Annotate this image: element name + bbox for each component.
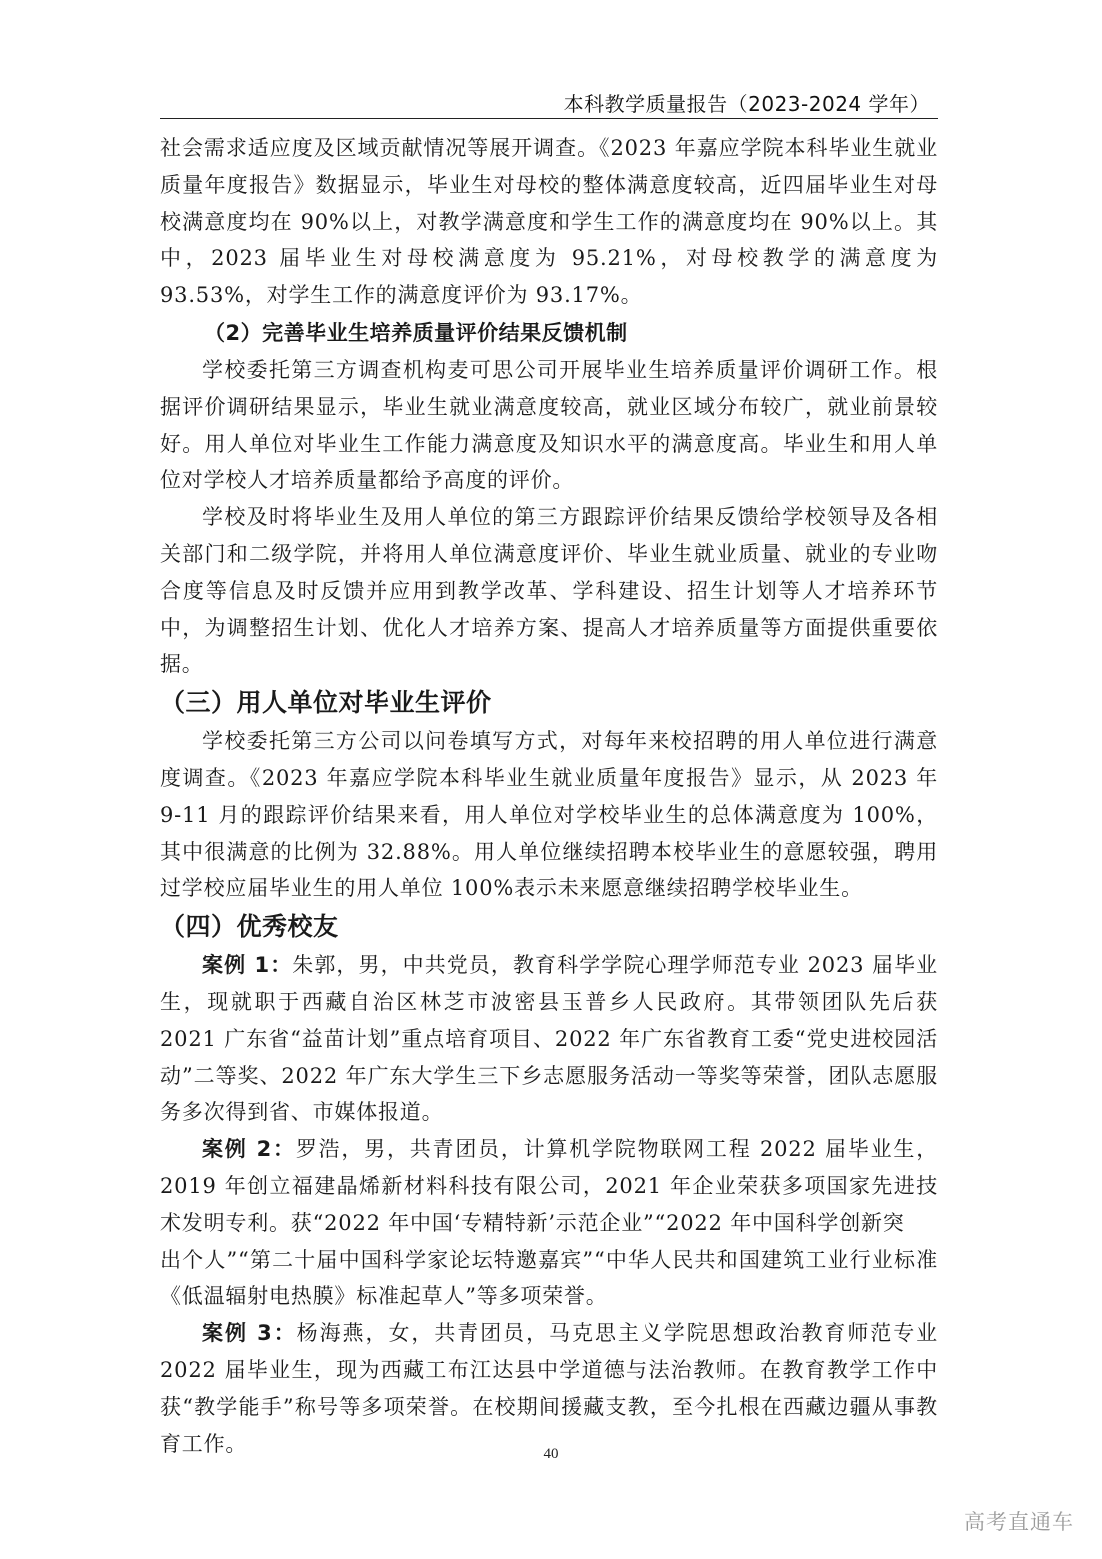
case-3-label: 案例 3： — [202, 1321, 297, 1346]
case-3-text: 杨海燕，女，共青团员，马克思主义学院思想政治教育师范专业 2022 届毕业生，现为西藏工布江达县中学道德与法治教师。在教育教学工作中获“教学能手”称号等多项荣誉。在校期间援藏支教，至今扎根在西藏边疆从事教育工作。 — [160, 1321, 938, 1456]
survey-continuation-paragraph: 社会需求适应度及区域贡献情况等展开调查。《2023 年嘉应学院本科毕业生就业质量年度报告》数据显示，毕业生对母校的整体满意度较高，近四届毕业生对母校满意度均在 90%以上，对教学满意度和学生工作的满意度均在 90%以上。其中，2023 届毕业生对母校满意度为 95.21%，对母校教学的满意度为 93.53%，对学生工作的满意度评价为 93.17%。 — [160, 136, 938, 308]
report-body — [160, 130, 938, 1462]
employer-satisfaction-paragraph: 学校委托第三方公司以问卷填写方式，对每年来校招聘的用人单位进行满意度调查。《2023 年嘉应学院本科毕业生就业质量年度报告》显示，从 2023 年 9-11 月的跟踪评价结果来看，用人单位对学校毕业生的总体满意度为 100%，其中很满意的比例为 32.88%。用人单位继续招聘本校毕业生的意愿较强，聘用过学校应届毕业生的用人单位 100%表示未来愿意继续招聘学校毕业生。 — [160, 729, 938, 901]
employer-evaluation-heading: （三）用人单位对毕业生评价 — [160, 688, 492, 718]
report-title: 本科教学质量报告（2023-2024 学年） — [563, 92, 930, 116]
third-party-survey-paragraph: 学校委托第三方调查机构麦可思公司开展毕业生培养质量评价调研工作。根据评价调研结果显示，毕业生就业满意度较高，就业区域分布较广，就业前景较好。用人单位对毕业生工作能力满意度及知识水平的满意度高。毕业生和用人单位对学校人才培养质量都给予高度的评价。 — [160, 357, 938, 493]
watermark-text: 高考直通车 — [964, 1510, 1074, 1534]
case-2-label: 案例 2： — [202, 1137, 296, 1162]
page-number: 40 — [543, 1446, 559, 1462]
outstanding-alumni-heading: （四）优秀校友 — [160, 912, 339, 942]
alumni-case-2 — [160, 1131, 938, 1241]
page-header — [160, 82, 938, 119]
case-1-text: 朱郭，男，中共党员，教育科学学院心理学师范专业 2023 届毕业生，现就职于西藏自治区林芝市波密县玉普乡人民政府。其带领团队先后获 2021 广东省“益苗计划”重点培育项目、2022 年广东省教育工委“党史进校园活动”二等奖、2022 年广东大学生三下乡志愿服务活动一等奖等荣誉，团队志愿服务多次得到省、市媒体报道。 — [160, 953, 938, 1125]
feedback-mechanism-heading: （2）完善毕业生培养质量评价结果反馈机制 — [204, 320, 628, 345]
alumni-case-1 — [160, 947, 938, 1131]
alumni-case-3 — [160, 1315, 938, 1462]
alumni-case-2-continued: 出个人”“第二十届中国科学家论坛特邀嘉宾”“中华人民共和国建筑工业行业标准《低温辐射电热膜》标准起草人”等多项荣誉。 — [160, 1247, 938, 1309]
case-1-label: 案例 1： — [202, 953, 293, 978]
case-2-text: 罗浩，男，共青团员，计算机学院物联网工程 2022 届毕业生，2019 年创立福建晶烯新材料科技有限公司，2021 年企业荣获多项国家先进技术发明专利。获“2022 年中国‘专精特新’示范企业”“2022 年中国科学创新突 — [160, 1137, 938, 1235]
feedback-application-paragraph: 学校及时将毕业生及用人单位的第三方跟踪评价结果反馈给学校领导及各相关部门和二级学院，并将用人单位满意度评价、毕业生就业质量、就业的专业吻合度等信息及时反馈并应用到教学改革、学科建设、招生计划等人才培养环节中，为调整招生计划、优化人才培养方案、提高人才培养质量等方面提供重要依据。 — [160, 505, 938, 677]
